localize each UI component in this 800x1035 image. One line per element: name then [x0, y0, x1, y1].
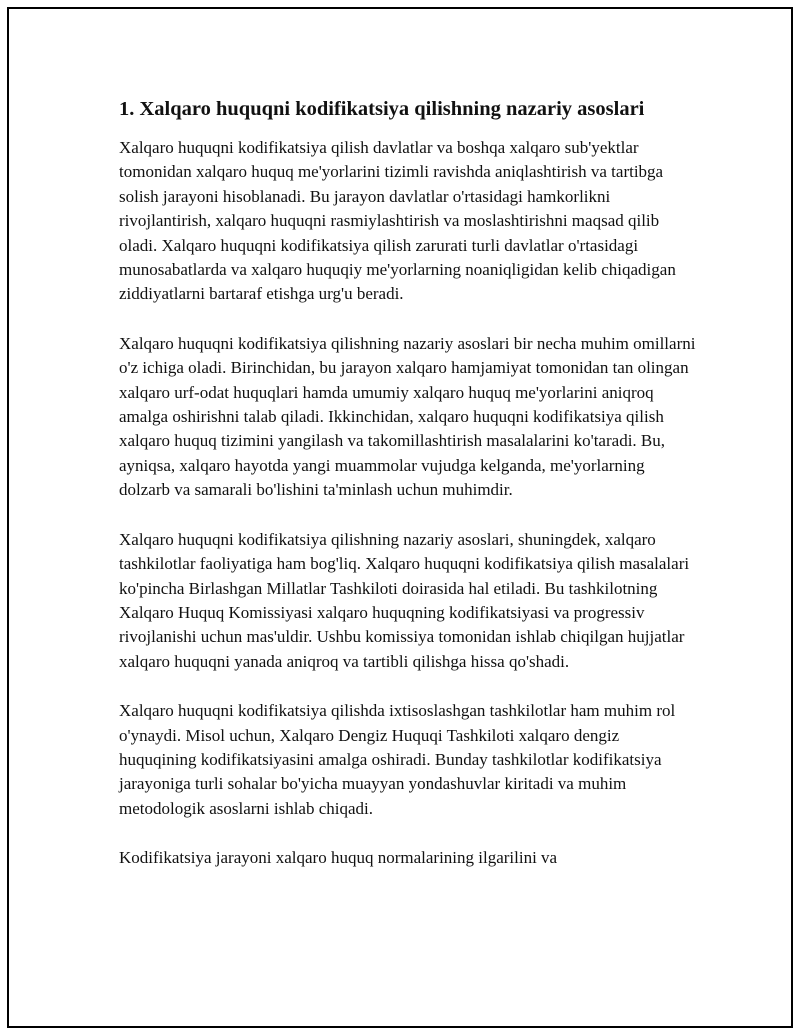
paragraph: Kodifikatsiya jarayoni xalqaro huquq normalarining ilgarilini va: [119, 848, 558, 868]
paragraph: Xalqaro huquqni kodifikatsiya qilishda ixtisoslashgan tashkilotlar ham muhim rol o'ynaydi. Misol uchun, Xalqaro Dengiz Huquqi Tashkiloti xalqaro dengiz huquqining kodifikatsiyasini amalga oshiradi. Bunday tashkilotlar kodifikatsiya jarayoniga turli sohalar bo'yicha muayyan yondashuvlar kiritadi va muhim metodologik asoslarni ishlab chiqadi.: [119, 701, 676, 818]
document-content: [119, 95, 699, 896]
document-page: [7, 7, 793, 1028]
paragraph: Xalqaro huquqni kodifikatsiya qilish davlatlar va boshqa xalqaro sub'yektlar tomonidan xalqaro huquq me'yorlarini tizimli ravishda aniqlashtirish va tartibga solish jarayoni hisoblanadi. Bu jarayon davlatlar o'rtasidagi hamkorlikni rivojlantirish, xalqaro huquqni rasmiylashtirish va moslashtirishni maqsad qilib oladi. Xalqaro huquqni kodifikatsiya qilish zarurati turli davlatlar o'rtasidagi munosabatlarda va xalqaro huquqiy me'yorlarning noaniqligidan kelib chiqadigan ziddiyatlarni bartaraf etishga urg'u beradi.: [119, 138, 676, 304]
section-heading: 1. Xalqaro huquqni kodifikatsiya qilishning nazariy asoslari: [119, 98, 645, 120]
paragraph: Xalqaro huquqni kodifikatsiya qilishning nazariy asoslari, shuningdek, xalqaro tashkilotlar faoliyatiga ham bog'liq. Xalqaro huquqni kodifikatsiya qilish masalalari ko'pincha Birlashgan Millatlar Tashkiloti doirasida hal etiladi. Bu tashkilotning Xalqaro Huquq Komissiyasi xalqaro huquqning kodifikatsiyasi va progressiv rivojlanishi uchun mas'uldir. Ushbu komissiya tomonidan ishlab chiqilgan hujjatlar xalqaro huquqni yanada aniqroq va tartibli qilishga hissa qo'shadi.: [119, 529, 690, 671]
paragraph: Xalqaro huquqni kodifikatsiya qilishning nazariy asoslari bir necha muhim omillarni o'z ichiga oladi. Birinchidan, bu jarayon xalqaro hamjamiyat tomonidan tan olingan xalqaro urf-odat huquqlari hamda umumiy xalqaro huquq me'yorlarini aniqroq amalga oshirishni talab qiladi. Ikkinchidan, xalqaro huquqni kodifikatsiya qilish xalqaro huquq tizimini yangilash va takomillashtirish masalalarini ko'taradi. Bu, ayniqsa, xalqaro hayotda yangi muammolar vujudga kelganda, me'yorlarning dolzarb va samarali bo'lishini ta'minlash uchun muhimdir.: [119, 333, 696, 500]
